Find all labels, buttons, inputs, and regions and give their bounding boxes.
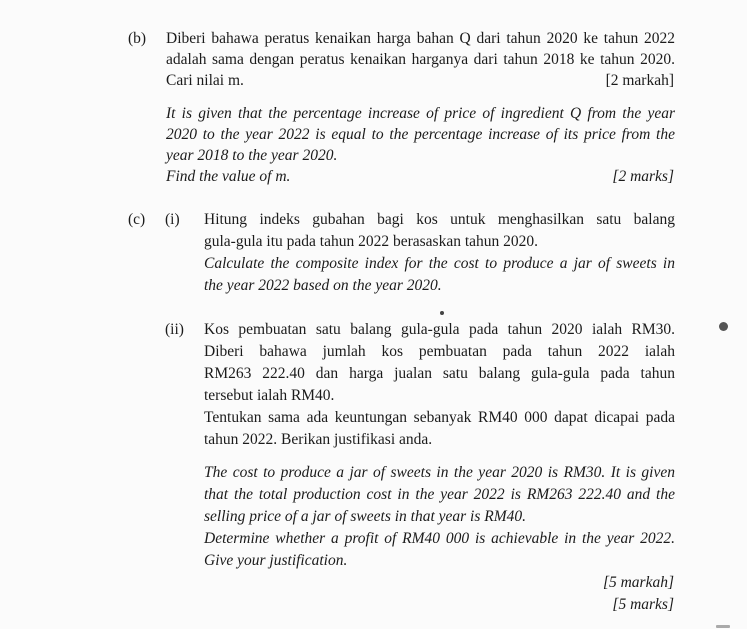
part-c-ii-english-line-5: Give your justification.	[204, 552, 348, 569]
part-c-ii-english-line-2: that the total production cost in the year 2022 is RM263 222.40 and the	[204, 486, 675, 503]
part-b-english-line-2: 2020 to the year 2022 is equal to the percentage increase of its price from the	[166, 126, 675, 143]
part-c-ii-english-line-1: The cost to produce a jar of sweets in the year 2020 is RM30. It is given	[204, 464, 675, 481]
part-c-i-malay-line-2: gula-gula itu pada tahun 2022 berasaskan tahun 2020.	[204, 233, 539, 250]
part-b-malay-line-3: Cari nilai m.	[166, 72, 244, 89]
part-b-label: (b)	[128, 30, 147, 47]
part-c-ii-malay-line-1: Kos pembuatan satu balang gula-gula pada tahun 2020 ialah RM30.	[204, 321, 675, 338]
part-b-malay-line-2: adalah sama dengan peratus kenaikan harganya dari tahun 2018 ke tahun 2020.	[166, 51, 675, 68]
part-c-i-malay-line-1: Hitung indeks gubahan bagi kos untuk menghasilkan satu balang	[204, 211, 675, 228]
part-c-ii-malay-line-5: Tentukan sama ada keuntungan sebanyak RM40 000 dapat dicapai pada	[204, 409, 675, 426]
part-c-ii-malay-marks: [5 markah]	[602, 574, 674, 591]
scan-mark	[716, 625, 730, 628]
part-c-ii-english-line-4: Determine whether a profit of RM40 000 is achievable in the year 2022.	[204, 530, 675, 547]
ink-speck	[440, 311, 444, 315]
part-c-ii-english-marks: [5 marks]	[612, 596, 674, 613]
part-c-ii-malay-line-4: tersebut ialah RM40.	[204, 387, 335, 404]
part-b-malay-marks: [2 markah]	[605, 72, 674, 89]
part-c-ii-malay-line-6: tahun 2022. Berikan justifikasi anda.	[204, 431, 433, 448]
part-b-english-line-4: Find the value of m.	[166, 168, 291, 185]
part-c-label: (c)	[128, 211, 146, 228]
part-c-ii-malay-line-3: RM263 222.40 dan harga jualan satu balang gula-gula pada tahun	[204, 365, 675, 382]
part-c-ii-english-line-3: selling price of a jar of sweets in that year is RM40.	[204, 508, 527, 525]
part-b-malay-line-1: Diberi bahawa peratus kenaikan harga bahan Q dari tahun 2020 ke tahun 2022	[166, 30, 675, 47]
part-c-i-english-line-1: Calculate the composite index for the cost to produce a jar of sweets in	[204, 255, 675, 272]
part-b-english-line-3: year 2018 to the year 2020.	[166, 147, 338, 164]
ink-blot	[719, 322, 728, 331]
part-b-english-line-1: It is given that the percentage increase of price of ingredient Q from the year	[166, 105, 675, 122]
part-c-ii-malay-line-2: Diberi bahawa jumlah kos pembuatan pada tahun 2022 ialah	[204, 343, 675, 360]
part-c-ii-label: (ii)	[165, 321, 184, 338]
part-b-english-marks: [2 marks]	[612, 168, 674, 185]
part-c-i-label: (i)	[165, 211, 180, 228]
part-c-i-english-line-2: the year 2022 based on the year 2020.	[204, 277, 442, 294]
